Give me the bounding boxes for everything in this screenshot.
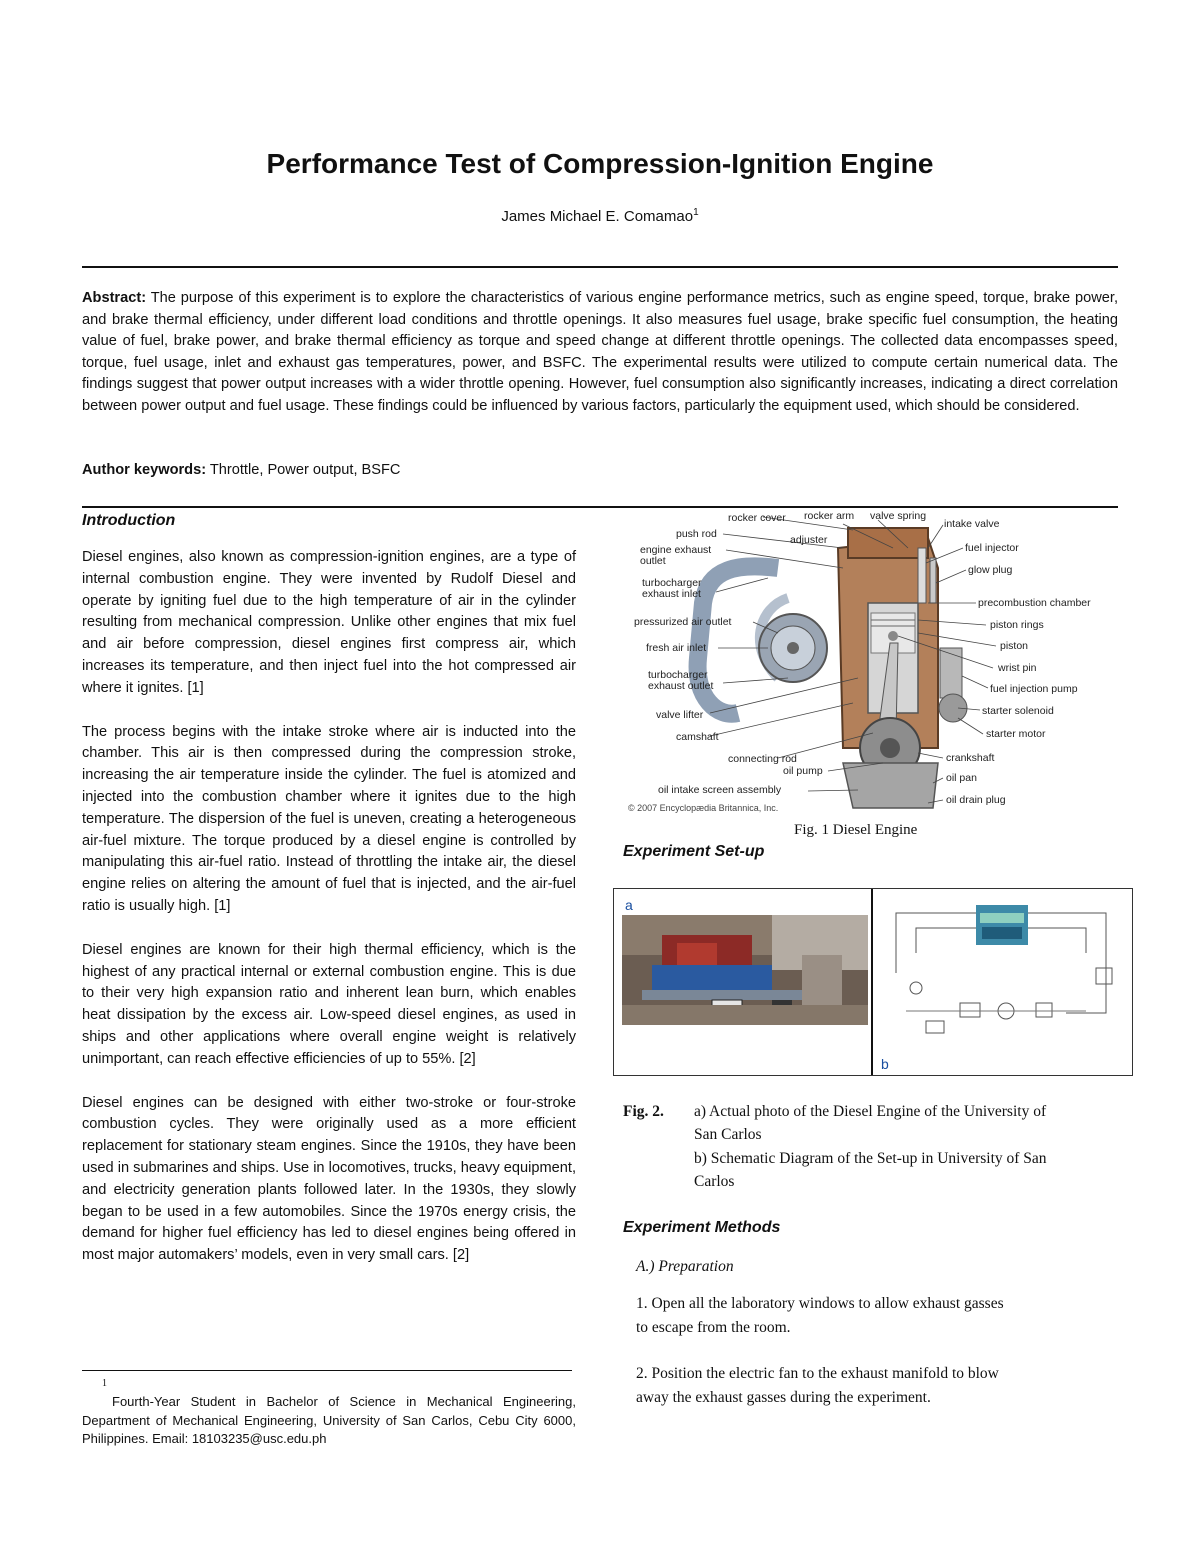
author-line [0, 207, 1200, 225]
engine-label: crankshaft [946, 752, 995, 764]
engine-label: turbocharger exhaust inlet [642, 577, 702, 600]
engine-label: push rod [676, 528, 717, 540]
setup-figure [613, 888, 1133, 1076]
engine-label: oil pan [946, 772, 977, 784]
engine-label: turbocharger exhaust outlet [648, 669, 714, 692]
footnote-mark: 1 [102, 1378, 107, 1389]
author-keywords [82, 462, 1118, 478]
figure2-label: Fig. 2. [623, 1103, 664, 1120]
figure2-caption-line: San Carlos [694, 1126, 762, 1143]
methods-heading: Experiment Methods [623, 1219, 781, 1236]
schematic-diagram [876, 893, 1128, 1053]
abstract [82, 288, 1118, 418]
introduction-heading: Introduction [82, 512, 176, 529]
intro-paragraph: Diesel engines can be designed with either two-stroke or four-stroke combustion cycles. They were originally used as a more efficient replacement for stationary steam engines. Since the 1910s, they have been used in submarines and ships. Use in locomotives, trucks, heavy equipment, and electricity generation plants followed later. In the 1930s, they slowly began to be used in a few automobiles. Since the 1970s energy crisis, the demand for higher fuel efficiency has led to diesel engines being offered in most major automakers’ models, even in very small cars. [2] [82, 1094, 576, 1264]
engine-label: oil drain plug [946, 794, 1006, 806]
paper-title: Performance Test of Compression-Ignition Engine [266, 148, 934, 179]
engine-label: piston rings [990, 619, 1044, 631]
engine-label: connecting rod [728, 753, 797, 765]
engine-photo [622, 915, 868, 1025]
footnote-text: Fourth-Year Student in Bachelor of Science in Mechanical Engineering, Department of Mechanical Engineering, University of San Carlos, Cebu City 6000, Philippines. Email: 18103235@usc.edu.ph [82, 1394, 576, 1446]
engine-label: precombustion chamber [978, 597, 1091, 609]
step-line: away the exhaust gasses during the experiment. [636, 1389, 931, 1406]
engine-label: engine exhaust outlet [640, 544, 712, 567]
engine-label: fuel injection pump [990, 683, 1078, 695]
figure2-caption-line: Carlos [694, 1173, 735, 1190]
engine-label: fresh air inlet [646, 642, 707, 654]
step-line: 1. Open all the laboratory windows to allow exhaust gasses [636, 1295, 1004, 1312]
figure1-caption: Fig. 1 Diesel Engine [794, 822, 918, 838]
engine-label: fuel injector [965, 542, 1019, 554]
intro-paragraph: The process begins with the intake stroke where air is inducted into the chamber. This air is then compressed during the compression stroke, increasing the air temperature inside the cylinder. The fuel is atomized and injected into the combustion chamber where it ignites due to the high temperature. The dispersion of the fuel is uneven, creating a heterogeneous air-fuel mixture. The torque produced by a diesel engine is controlled by manipulating this air-fuel ratio. Instead of throttling the intake air, the diesel engine relies on altering the amount of fuel that is injected, and the air-fuel ratio is usually high. [1] [82, 723, 576, 914]
figure2-caption-line: b) Schematic Diagram of the Set-up in University of San [694, 1150, 1047, 1167]
abstract-text: The purpose of this experiment is to explore the characteristics of various engine performance metrics, such as engine speed, torque, brake power, and brake thermal efficiency, under different load conditions and throttle openings. It also measures fuel usage, brake specific fuel consumption, the heating value of fuel, brake power, and brake thermal efficiency as torque and speed change at different throttle openings. The collected data encompasses speed, torque, fuel usage, inlet and exhaust gas temperatures, power, and BSFC. The experimental results were utilized to compute certain numerical data. The findings suggest that power output increases with a wider throttle opening. However, fuel consumption also significantly increases, indicating a direct correlation between power output and fuel usage. These findings could be influenced by various factors, particularly the equipment used, which should be considered. [82, 290, 1119, 414]
engine-label: valve lifter [656, 709, 704, 721]
engine-label: camshaft [676, 731, 719, 743]
engine-label: intake valve [944, 518, 1000, 530]
step-line: 2. Position the electric fan to the exhaust manifold to blow [636, 1365, 999, 1382]
author-affiliation-mark: 1 [693, 207, 699, 218]
setup-heading: Experiment Set-up [623, 843, 765, 860]
engine-label: piston [1000, 640, 1029, 652]
engine-label: pressurized air outlet [634, 616, 732, 628]
intro-paragraph: Diesel engines, also known as compression-ignition engines, are a type of internal combustion engine. They were invented by Rudolf Diesel and operate by igniting fuel due to the high temperature of air in the cylinder resulting from mechanical compression. Unlike other engines that mix fuel and air before compression, diesel engines first compress air, which increases its temperature, and then inject fuel into the hot compressed air where it ignites. [1] [82, 549, 576, 696]
footnote-rule [82, 1370, 572, 1371]
figure-copyright: © 2007 Encyclopædia Britannica, Inc. [628, 803, 779, 813]
engine-label: valve spring [870, 510, 927, 522]
author-name: James Michael E. Comamao [501, 208, 694, 225]
panel-a-label: a [625, 897, 633, 913]
keywords-text: Throttle, Power output, BSFC [209, 462, 401, 478]
figure2-caption-line: a) Actual photo of the Diesel Engine of the University of [694, 1103, 1047, 1120]
intro-paragraph: Diesel engines are known for their high thermal efficiency, which is the highest of any practical internal or external combustion engine. This is due to their very high expansion ratio and inherent lean burn, which enables heat dissipation by the excess air. Low-speed diesel engines, as used in ships and other applications where overall engine weight is relatively unimportant, can reach effective efficiencies of up to 55%. [2] [82, 941, 576, 1067]
engine-label: wrist pin [998, 662, 1037, 674]
preparation-subheading: A.) Preparation [636, 1258, 734, 1275]
panel-b-label: b [881, 1056, 889, 1072]
step-line: to escape from the room. [636, 1319, 791, 1336]
engine-label: adjuster [790, 534, 828, 546]
keywords-label: Author keywords: [82, 462, 207, 478]
engine-label: oil pump [783, 765, 823, 777]
engine-label: rocker cover [728, 512, 786, 524]
abstract-label: Abstract: [82, 290, 147, 306]
engine-label: rocker arm [804, 510, 855, 522]
introduction-body [82, 547, 576, 1289]
engine-label: glow plug [968, 564, 1013, 576]
panel-divider [871, 889, 873, 1075]
diesel-engine-figure [628, 508, 1118, 818]
engine-label: starter solenoid [982, 705, 1054, 717]
engine-label: starter motor [986, 728, 1046, 740]
top-divider [82, 266, 1118, 268]
engine-label: oil intake screen assembly [658, 784, 782, 796]
